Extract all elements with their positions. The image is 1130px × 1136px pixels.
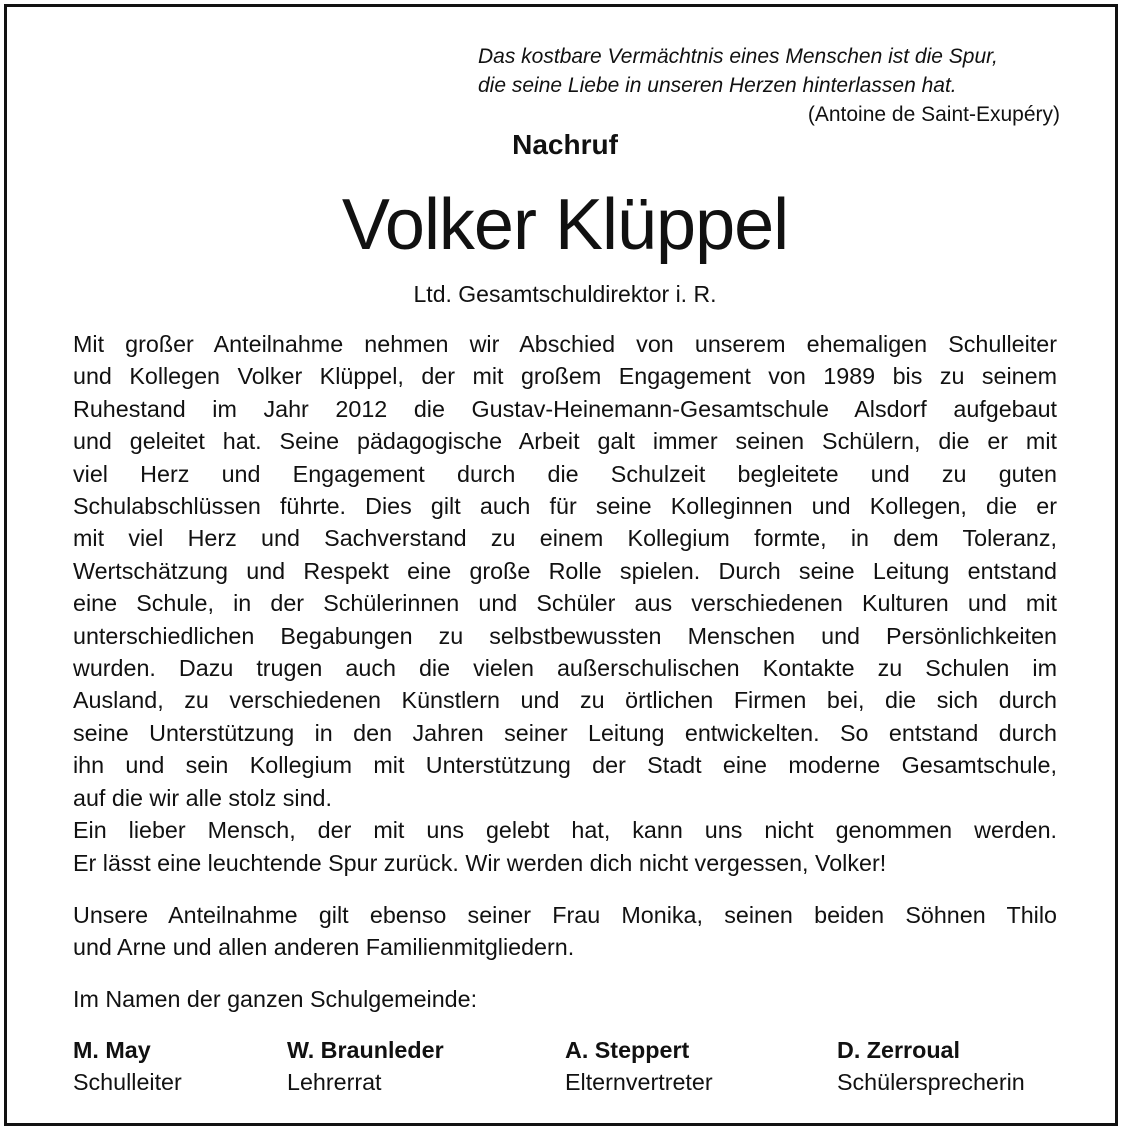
body-line: Schulabschlüssen führte. Dies gilt auch für seine Kolleginnen und Kollegen, die er <box>73 493 1057 520</box>
body-line: ihn und sein Kollegium mit Unterstützung der Stadt eine moderne Gesamtschule, <box>73 752 1057 779</box>
signatory-role: Schulleiter <box>73 1069 182 1095</box>
signature-block <box>837 1034 1025 1098</box>
signatory-role: Schülersprecherin <box>837 1069 1025 1095</box>
epigraph-quote <box>478 42 1060 126</box>
signatory-name: D. Zerroual <box>837 1037 960 1063</box>
body-line: und Kollegen Volker Klüppel, der mit großem Engagement von 1989 bis zu seinem <box>73 363 1057 390</box>
quote-line: die seine Liebe in unseren Herzen hinterlassen hat. <box>478 74 957 97</box>
body-line: mit viel Herz und Sachverstand zu einem Kollegium formte, in dem Toleranz, <box>73 525 1057 552</box>
body-line: Ein lieber Mensch, der mit uns gelebt hat, kann uns nicht genommen werden. <box>73 817 1057 844</box>
body-line: seine Unterstützung in den Jahren seiner Leitung entwickelten. So entstand durch <box>73 719 1057 746</box>
condolence-paragraph <box>73 899 1057 964</box>
signature-block <box>73 1034 182 1098</box>
condolence-line: Unsere Anteilnahme gilt ebenso seiner Frau Monika, seinen beiden Söhnen Thilo <box>73 902 1057 928</box>
body-line: und geleitet hat. Seine pädagogische Arbeit galt immer seinen Schülern, die er mit <box>73 428 1057 455</box>
signatory-name: W. Braunleder <box>287 1037 444 1063</box>
closing-line: Im Namen der ganzen Schulgemeinde: <box>73 986 478 1012</box>
body-line: Ausland, zu verschiedenen Künstlern und zu örtlichen Firmen bei, die sich durch <box>73 687 1057 714</box>
deceased-title: Ltd. Gesamtschuldirektor i. R. <box>413 281 717 307</box>
condolence-line: und Arne und allen anderen Familienmitgliedern. <box>73 934 575 961</box>
body-line: unterschiedlichen Begabungen zu selbstbewussten Menschen und Persönlichkeiten <box>73 622 1057 649</box>
body-line: eine Schule, in der Schülerinnen und Schüler aus verschiedenen Kulturen und mit <box>73 590 1057 617</box>
obituary-body <box>73 328 1057 879</box>
quote-author: (Antoine de Saint-Exupéry) <box>807 103 1060 126</box>
body-line: auf die wir alle stolz sind. <box>73 784 332 811</box>
signatory-name: M. May <box>73 1037 151 1063</box>
signatory-name: A. Steppert <box>565 1037 690 1063</box>
body-line: Mit großer Anteilnahme nehmen wir Abschied von unserem ehemaligen Schulleiter <box>73 331 1057 357</box>
signatory-role: Elternvertreter <box>565 1069 713 1095</box>
body-line: viel Herz und Engagement durch die Schulzeit begleitete und zu guten <box>73 460 1057 487</box>
signatory-role: Lehrerrat <box>287 1069 382 1095</box>
body-line: Ruhestand im Jahr 2012 die Gustav-Heinemann-Gesamtschule Alsdorf aufgebaut <box>73 395 1057 422</box>
obituary-heading: Nachruf <box>512 129 618 160</box>
body-line: Wertschätzung und Respekt eine große Rolle spielen. Durch seine Leitung entstand <box>73 557 1057 584</box>
body-line: Er lässt eine leuchtende Spur zurück. Wir werden dich nicht vergessen, Volker! <box>73 849 887 876</box>
body-line: wurden. Dazu trugen auch die vielen außerschulischen Kontakte zu Schulen im <box>73 655 1057 682</box>
quote-line: Das kostbare Vermächtnis eines Menschen ist die Spur, <box>478 45 998 68</box>
signature-block <box>565 1034 713 1098</box>
deceased-name: Volker Klüppel <box>341 185 789 265</box>
signature-block <box>287 1034 444 1098</box>
